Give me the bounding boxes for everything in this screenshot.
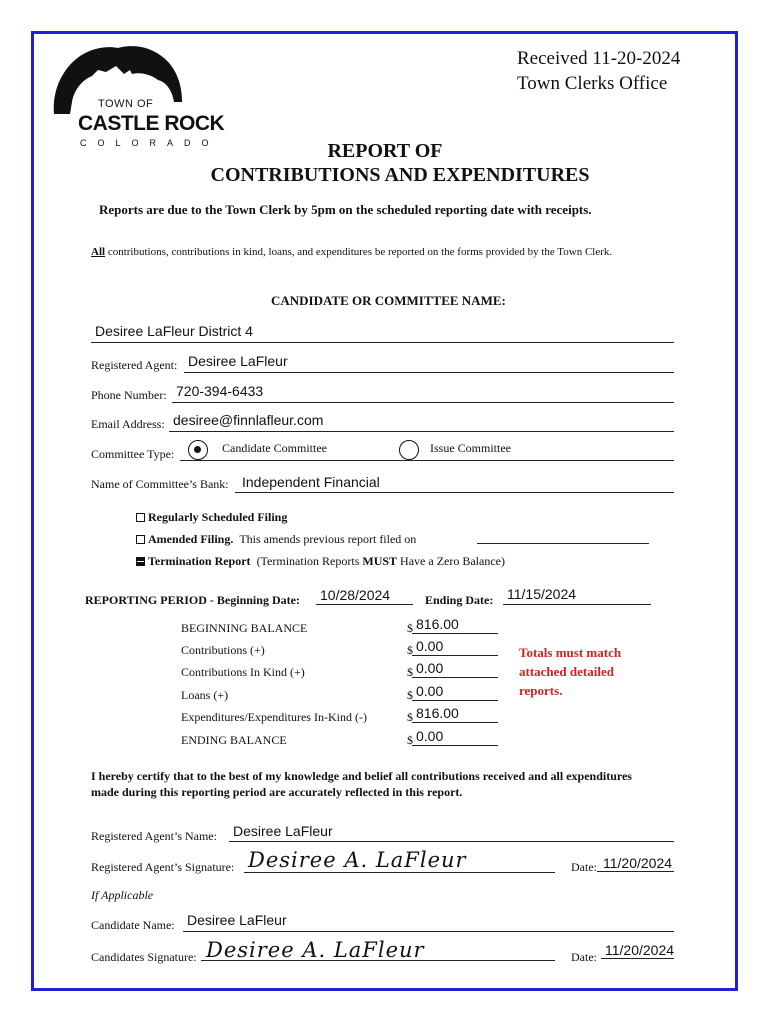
balance-row-value[interactable]: 0.00 — [416, 638, 444, 654]
balance-row-value[interactable]: 0.00 — [416, 683, 444, 699]
balance-row-line — [412, 677, 498, 678]
phone-field[interactable]: 720-394-6433 — [176, 383, 264, 399]
reporting-period-label: REPORTING PERIOD - Beginning Date: — [85, 593, 300, 607]
candidate-name-field[interactable]: Desiree LaFleur District 4 — [95, 323, 253, 339]
registered-agent-line — [184, 372, 674, 373]
agent-signature-label: Registered Agent’s Signature: — [91, 860, 235, 874]
regular-filing-label: Regularly Scheduled Filing — [148, 510, 288, 524]
phone-label: Phone Number: — [91, 388, 167, 402]
received-office: Town Clerks Office — [517, 73, 668, 94]
totals-warning — [519, 643, 621, 700]
candidate-date-line — [601, 958, 674, 959]
agent-signature-line — [244, 872, 555, 873]
received-stamp: Received 11-20-2024 — [517, 48, 681, 69]
agent-date-field[interactable]: 11/20/2024 — [603, 855, 673, 871]
balance-currency: $ — [407, 733, 413, 747]
balance-row-value[interactable]: 0.00 — [416, 660, 444, 676]
ending-date-field[interactable]: 11/15/2024 — [507, 586, 577, 602]
balance-row-label: Expenditures/Expenditures In-Kind (-) — [181, 710, 367, 724]
agent-name-field[interactable]: Desiree LaFleur — [233, 823, 333, 839]
termination-note-must: MUST — [362, 554, 398, 568]
candidate-heading: CANDIDATE OR COMMITTEE NAME: — [271, 293, 506, 308]
balance-row-value[interactable]: 816.00 — [416, 705, 459, 721]
balance-row-label: Contributions In Kind (+) — [181, 665, 305, 679]
regular-filing-checkbox[interactable] — [136, 513, 145, 522]
town-logo — [46, 42, 226, 154]
if-applicable-note: If Applicable — [91, 888, 154, 902]
amended-filing-label: Amended Filing. — [148, 532, 234, 546]
amended-date-line — [477, 543, 649, 544]
termination-note-c: Have a Zero Balance) — [397, 554, 505, 568]
phone-line — [172, 402, 674, 403]
ending-date-line — [503, 604, 651, 605]
certification-text — [91, 768, 632, 800]
issue-committee-label: Issue Committee — [430, 441, 511, 455]
logo-town-of: TOWN OF — [98, 98, 154, 110]
logo-name: CASTLE ROCK — [78, 112, 225, 135]
agent-name-label: Registered Agent’s Name: — [91, 829, 217, 843]
email-label: Email Address: — [91, 417, 165, 431]
balance-row-value[interactable]: 816.00 — [416, 616, 459, 632]
balance-row-line — [412, 700, 498, 701]
balance-row-label: ENDING BALANCE — [181, 733, 287, 747]
termination-checkbox[interactable] — [136, 557, 145, 566]
balance-currency: $ — [407, 621, 413, 635]
totals-warning-line3: reports. — [519, 683, 563, 698]
balance-row-value[interactable]: 0.00 — [416, 728, 444, 744]
balance-row-label: Loans (+) — [181, 688, 229, 702]
regular-filing-row[interactable] — [136, 510, 287, 525]
due-notice: Reports are due to the Town Clerk by 5pm on the scheduled reporting date with receipts. — [99, 202, 592, 217]
candidate-date-label: Date: — [571, 950, 597, 964]
balance-row-line — [412, 655, 498, 656]
all-note — [91, 246, 612, 258]
totals-warning-line1: Totals must match — [519, 645, 622, 660]
balance-row-label: BEGINNING BALANCE — [181, 621, 308, 635]
candidate-line — [183, 931, 674, 932]
bank-field[interactable]: Independent Financial — [242, 474, 380, 490]
candidate-label: Candidate Name: — [91, 918, 175, 932]
candidate-field[interactable]: Desiree LaFleur — [187, 912, 287, 928]
balance-row-line — [412, 633, 498, 634]
certification-line2: made during this reporting period are accurately reflected in this report. — [91, 785, 463, 799]
totals-warning-line2: attached detailed — [519, 664, 614, 679]
agent-date-line — [597, 871, 674, 872]
candidate-committee-label: Candidate Committee — [222, 441, 327, 455]
agent-signature[interactable]: Desiree A. LaFleur — [248, 848, 467, 872]
certification-line1: I hereby certify that to the best of my knowledge and belief all contributions received and all expenditures — [91, 769, 632, 783]
committee-type-label: Committee Type: — [91, 447, 175, 461]
agent-date-label: Date: — [571, 860, 597, 874]
balance-currency: $ — [407, 710, 413, 724]
beginning-date-field[interactable]: 10/28/2024 — [320, 587, 391, 603]
beginning-date-line — [316, 604, 413, 605]
termination-row[interactable] — [136, 554, 505, 569]
balance-row-label: Contributions (+) — [181, 643, 265, 657]
page-title-line1: REPORT OF — [327, 140, 443, 162]
registered-agent-label: Registered Agent: — [91, 358, 178, 372]
balance-currency: $ — [407, 665, 413, 679]
radio-selected-dot — [194, 446, 201, 453]
candidate-signature-label: Candidates Signature: — [91, 950, 197, 964]
amended-filing-note: This amends previous report filed on — [239, 532, 417, 546]
candidate-signature[interactable]: Desiree A. LaFleur — [206, 938, 425, 962]
email-field[interactable]: desiree@finnlafleur.com — [173, 412, 324, 428]
email-line — [169, 431, 674, 432]
termination-note-a: (Termination Reports — [256, 554, 363, 568]
registered-agent-field[interactable]: Desiree LaFleur — [188, 353, 288, 369]
bank-label: Name of Committee’s Bank: — [91, 477, 229, 491]
ending-date-label: Ending Date: — [425, 593, 494, 607]
candidate-signature-line — [201, 960, 555, 961]
logo-state: COLORADO — [80, 138, 220, 148]
page-title-line2: CONTRIBUTIONS AND EXPENDITURES — [210, 164, 590, 186]
termination-label: Termination Report — [148, 554, 251, 568]
balance-currency: $ — [407, 643, 413, 657]
balance-currency: $ — [407, 688, 413, 702]
issue-committee-radio[interactable] — [399, 440, 419, 460]
amended-filing-checkbox[interactable] — [136, 535, 145, 544]
bank-line — [235, 492, 674, 493]
balance-row-line — [412, 745, 498, 746]
agent-name-line — [229, 841, 674, 842]
amended-filing-row[interactable] — [136, 532, 416, 547]
all-note-emphasis: All — [91, 246, 106, 258]
candidate-committee-radio[interactable] — [188, 440, 208, 460]
candidate-name-line — [91, 342, 674, 343]
all-note-text: contributions, contributions in kind, loans, and expenditures be reported on the forms provided by the Town Clerk. — [105, 246, 613, 258]
committee-type-line — [180, 460, 674, 461]
balance-row-line — [412, 722, 498, 723]
candidate-date-field[interactable]: 11/20/2024 — [605, 942, 675, 958]
